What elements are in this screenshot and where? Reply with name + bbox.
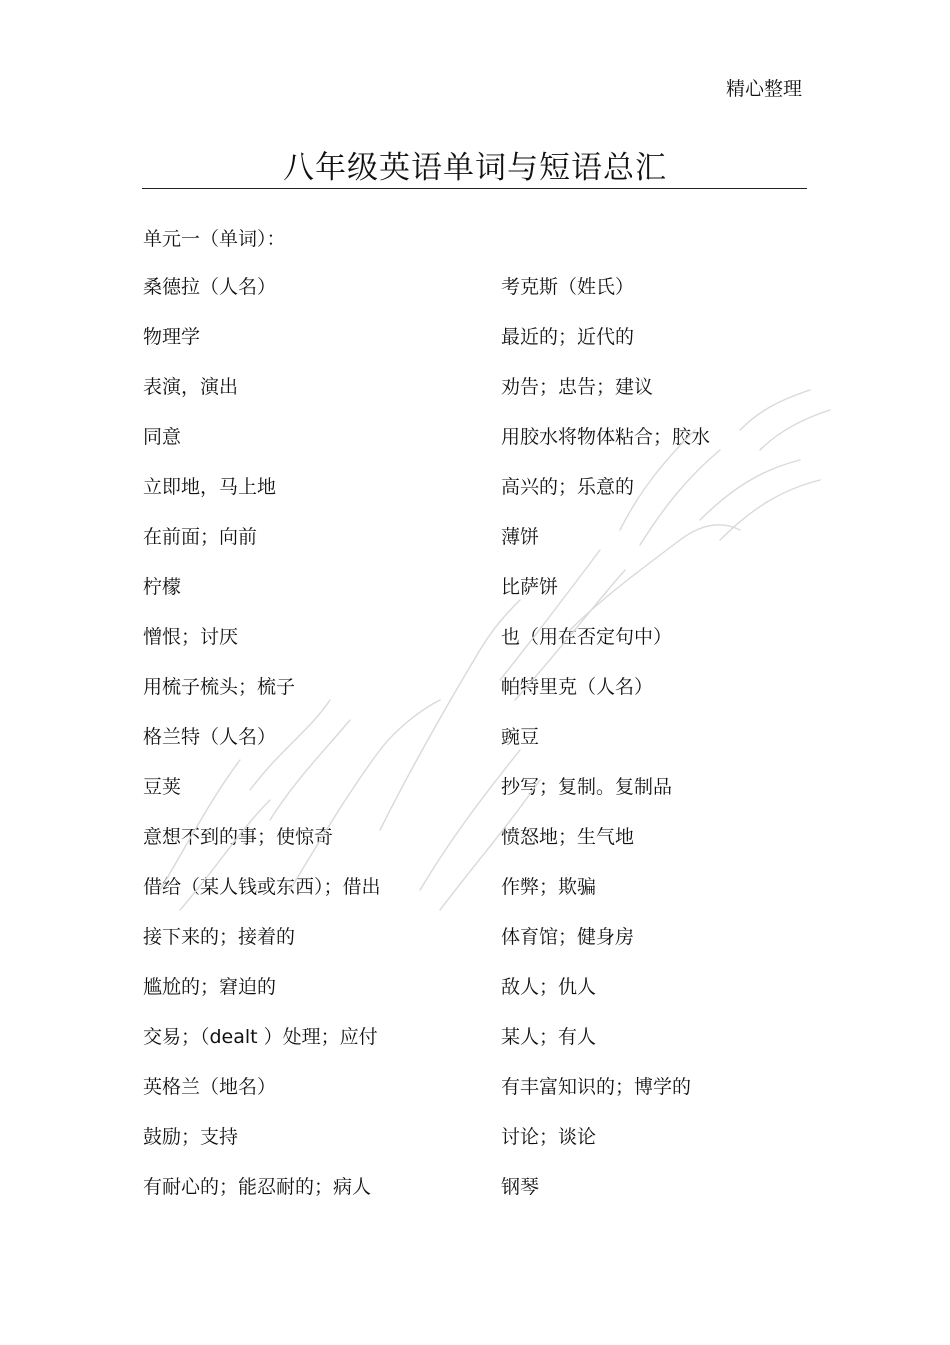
list-item (143, 524, 823, 574)
term-right: 也（用在否定句中） (501, 626, 673, 648)
section-heading: 单元一（单词）： (143, 228, 286, 250)
list-item (143, 824, 823, 874)
list-item (143, 474, 823, 524)
term-right: 豌豆 (501, 726, 540, 748)
term-right: 敌人；仇人 (501, 976, 597, 998)
term-left: 有耐心的；能忍耐的；病人 (143, 1176, 372, 1198)
list-item (143, 1174, 823, 1224)
term-right: 抄写；复制。复制品 (501, 776, 673, 798)
list-item (143, 324, 823, 374)
term-right: 某人；有人 (501, 1026, 597, 1048)
term-right: 考克斯（姓氏） (501, 276, 635, 298)
list-item (143, 1074, 823, 1124)
list-item (143, 774, 823, 824)
term-left: 用梳子梳头；梳子 (143, 676, 296, 698)
list-item (143, 374, 823, 424)
list-item (143, 624, 823, 674)
list-item (143, 874, 823, 924)
header-tag: 精心整理 (725, 78, 802, 100)
list-item (143, 674, 823, 724)
term-left: 意想不到的事；使惊奇 (143, 826, 334, 848)
term-left: 桑德拉（人名） (143, 276, 277, 298)
list-item (143, 1024, 823, 1074)
term-left: 憎恨；讨厌 (143, 626, 239, 648)
title-rule (142, 188, 807, 189)
list-item (143, 724, 823, 774)
term-right: 比萨饼 (501, 576, 559, 598)
term-left: 物理学 (143, 326, 201, 348)
term-left: 尴尬的；窘迫的 (143, 976, 277, 998)
term-right: 有丰富知识的；博学的 (501, 1076, 692, 1098)
term-left: 接下来的；接着的 (143, 926, 296, 948)
list-item (143, 274, 823, 324)
term-right: 体育馆；健身房 (501, 926, 635, 948)
term-left: 表演，演出 (143, 376, 239, 398)
term-left: 格兰特（人名） (143, 726, 277, 748)
term-left: 借给（某人钱或东西）；借出 (143, 876, 381, 898)
term-right: 钢琴 (501, 1176, 540, 1198)
term-left: 交易；（dealt ）处理；应付 (143, 1026, 378, 1048)
term-left: 英格兰（地名） (143, 1076, 277, 1098)
term-right: 愤怒地；生气地 (501, 826, 635, 848)
page-title: 八年级英语单词与短语总汇 (283, 150, 667, 186)
term-left: 柠檬 (143, 576, 182, 598)
list-item (143, 424, 823, 474)
term-left: 鼓励；支持 (143, 1126, 239, 1148)
term-right: 作弊；欺骗 (501, 876, 597, 898)
list-item (143, 974, 823, 1024)
term-right: 最近的；近代的 (501, 326, 635, 348)
term-right: 用胶水将物体粘合；胶水 (501, 426, 711, 448)
term-left: 立即地，马上地 (143, 476, 277, 498)
vocabulary-list (143, 274, 823, 1224)
term-right: 帕特里克（人名） (501, 676, 654, 698)
term-right: 讨论；谈论 (501, 1126, 597, 1148)
term-left: 豆荚 (143, 776, 182, 798)
term-right: 薄饼 (501, 526, 540, 548)
term-left: 同意 (143, 426, 182, 448)
list-item (143, 924, 823, 974)
list-item (143, 574, 823, 624)
term-right: 劝告；忠告；建议 (501, 376, 654, 398)
list-item (143, 1124, 823, 1174)
term-left: 在前面；向前 (143, 526, 258, 548)
term-right: 高兴的；乐意的 (501, 476, 635, 498)
